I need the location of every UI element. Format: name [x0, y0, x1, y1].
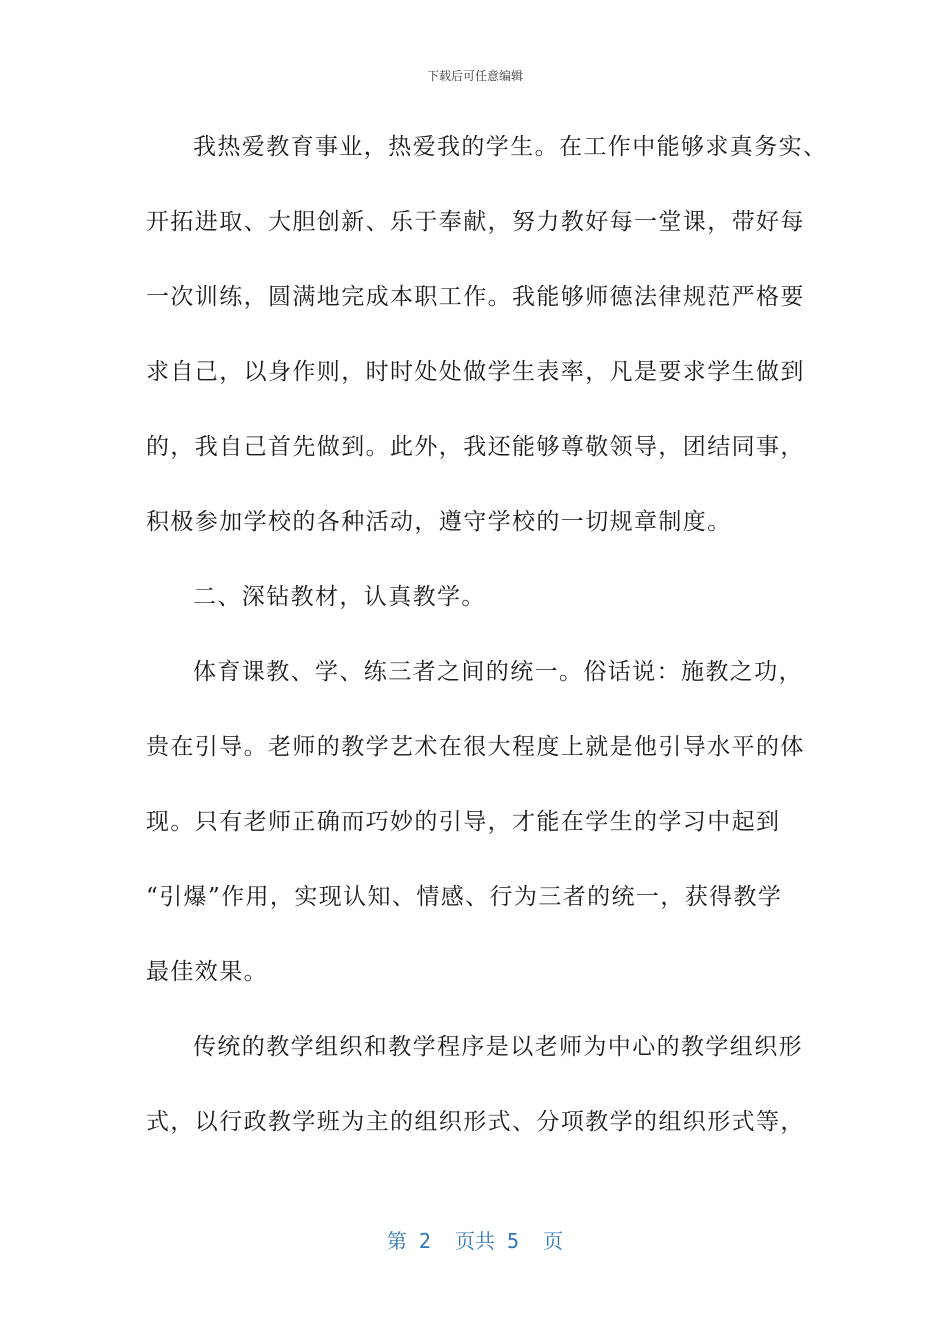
section-heading: 二、深钻教材，认真教学。 — [193, 584, 486, 610]
page-number-footer: 第 2 页共 5 页 — [386, 1229, 564, 1253]
page-header: 下载后可任意编辑 — [426, 69, 523, 83]
text-line: 求自己，以身作则，时时处处做学生表率，凡是要求学生做到 — [146, 359, 805, 385]
text-line: 最佳效果。 — [146, 959, 268, 985]
text-line: “引爆”作用，实现认知、情感、行为三者的统一，获得教学 — [146, 884, 783, 910]
text-line: 我热爱教育事业，热爱我的学生。在工作中能够求真务实、 — [193, 134, 828, 160]
text-line: 体育课教、学、练三者之间的统一。俗话说：施教之功， — [193, 659, 803, 685]
text-line: 积极参加学校的各种活动，遵守学校的一切规章制度。 — [146, 509, 732, 535]
text-line: 贵在引导。老师的教学艺术在很大程度上就是他引导水平的体 — [146, 734, 805, 760]
text-line: 现。只有老师正确而巧妙的引导，才能在学生的学习中起到 — [146, 809, 781, 835]
document-body — [146, 120, 828, 1170]
text-line: 开拓进取、大胆创新、乐于奉献，努力教好每一堂课，带好每 — [146, 209, 805, 235]
text-line: 一次训练，圆满地完成本职工作。我能够师德法律规范严格要 — [146, 284, 805, 310]
text-line: 传统的教学组织和教学程序是以老师为中心的教学组织形 — [193, 1034, 803, 1060]
text-line: 式，以行政教学班为主的组织形式、分项教学的组织形式等， — [146, 1109, 805, 1135]
text-line: 的，我自己首先做到。此外，我还能够尊敬领导，团结同事， — [146, 434, 805, 460]
